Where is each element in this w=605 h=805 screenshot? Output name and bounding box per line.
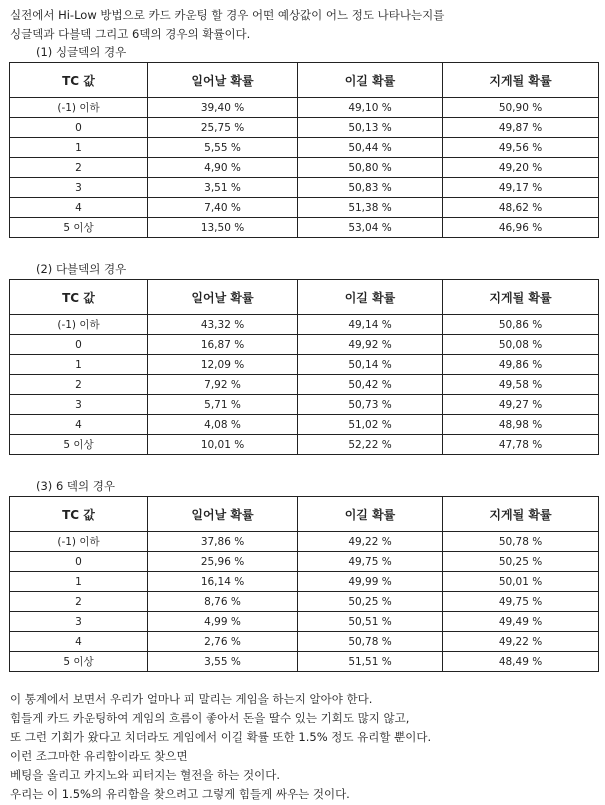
cell-win: 51,38 % [298,198,443,218]
cell-win: 51,51 % [298,652,443,672]
cell-occur: 25,96 % [148,552,298,572]
section-title-single-deck: (1) 싱글덱의 경우 [36,45,127,59]
cell-tc: 1 [10,572,148,592]
probability-table-single-deck [9,62,599,238]
table-row [10,98,599,118]
cell-tc: (-1) 이하 [10,532,148,552]
cell-lose: 49,22 % [443,632,599,652]
table-row [10,632,599,652]
cell-lose: 49,17 % [443,178,599,198]
intro-line: 실전에서 Hi-Low 방법으로 카드 카운팅 할 경우 어떤 예상값이 어느 정도 나타나는지를 [10,8,445,22]
cell-tc: 4 [10,632,148,652]
cell-tc: 3 [10,612,148,632]
probability-table-double-deck [9,279,599,455]
cell-lose: 48,98 % [443,415,599,435]
cell-occur: 7,40 % [148,198,298,218]
cell-lose: 50,01 % [443,572,599,592]
cell-tc: 2 [10,158,148,178]
cell-occur: 4,99 % [148,612,298,632]
table-header-row [10,63,599,98]
cell-occur: 8,76 % [148,592,298,612]
cell-occur: 4,90 % [148,158,298,178]
conclusion-line: 또 그런 기회가 왔다고 치더라도 게임에서 이길 확률 또한 1.5% 정도 유리할 뿐이다. [10,730,432,744]
table-row [10,552,599,572]
table-row [10,532,599,552]
cell-lose: 50,25 % [443,552,599,572]
cell-tc: 5 이상 [10,435,148,455]
cell-lose: 49,49 % [443,612,599,632]
cell-tc: (-1) 이하 [10,315,148,335]
header-tc: TC 값 [10,280,148,315]
cell-tc: 0 [10,118,148,138]
conclusion-text [10,690,431,804]
intro-line: 싱글덱과 다블덱 그리고 6덱의 경우의 확률이다. [10,27,251,41]
header-occur: 일어날 확률 [148,280,298,315]
cell-win: 53,04 % [298,218,443,238]
cell-win: 49,75 % [298,552,443,572]
cell-lose: 47,78 % [443,435,599,455]
table-row [10,415,599,435]
table-row [10,355,599,375]
cell-tc: (-1) 이하 [10,98,148,118]
header-occur: 일어날 확률 [148,63,298,98]
cell-win: 49,99 % [298,572,443,592]
header-tc: TC 값 [10,63,148,98]
cell-win: 50,42 % [298,375,443,395]
table-row [10,395,599,415]
cell-win: 50,25 % [298,592,443,612]
header-tc: TC 값 [10,497,148,532]
cell-lose: 49,87 % [443,118,599,138]
cell-occur: 13,50 % [148,218,298,238]
table-row [10,218,599,238]
header-lose: 지게될 확률 [443,63,599,98]
cell-win: 52,22 % [298,435,443,455]
cell-lose: 50,86 % [443,315,599,335]
cell-occur: 12,09 % [148,355,298,375]
cell-tc: 1 [10,138,148,158]
table-row [10,118,599,138]
cell-occur: 2,76 % [148,632,298,652]
cell-tc: 2 [10,592,148,612]
conclusion-line: 우리는 이 1.5%의 유리함을 찾으려고 그렇게 힘들게 싸우는 것이다. [10,787,350,801]
table-row [10,198,599,218]
cell-lose: 49,86 % [443,355,599,375]
cell-occur: 5,71 % [148,395,298,415]
cell-occur: 25,75 % [148,118,298,138]
cell-lose: 48,62 % [443,198,599,218]
header-lose: 지게될 확률 [443,497,599,532]
cell-win: 50,44 % [298,138,443,158]
conclusion-line: 베팅을 올리고 카지노와 피터지는 혈전을 하는 것이다. [10,768,280,782]
table-row [10,335,599,355]
cell-tc: 4 [10,198,148,218]
cell-occur: 43,32 % [148,315,298,335]
cell-tc: 0 [10,335,148,355]
conclusion-line: 이 통계에서 보면서 우리가 얼마나 피 말리는 게임을 하는지 알아야 한다. [10,692,373,706]
cell-win: 49,10 % [298,98,443,118]
table-row [10,652,599,672]
table-row [10,572,599,592]
cell-lose: 49,27 % [443,395,599,415]
table-row [10,158,599,178]
cell-win: 50,13 % [298,118,443,138]
header-occur: 일어날 확률 [148,497,298,532]
cell-lose: 49,20 % [443,158,599,178]
cell-occur: 3,51 % [148,178,298,198]
table-row [10,612,599,632]
cell-lose: 46,96 % [443,218,599,238]
intro-text [10,6,444,44]
cell-lose: 50,90 % [443,98,599,118]
cell-tc: 3 [10,395,148,415]
cell-tc: 5 이상 [10,218,148,238]
cell-occur: 10,01 % [148,435,298,455]
cell-occur: 16,14 % [148,572,298,592]
section-title-double-deck: (2) 다블덱의 경우 [36,262,127,276]
cell-occur: 3,55 % [148,652,298,672]
table-row [10,138,599,158]
cell-occur: 7,92 % [148,375,298,395]
cell-win: 50,78 % [298,632,443,652]
table-row [10,375,599,395]
header-win: 이길 확률 [298,497,443,532]
probability-table-six-deck [9,496,599,672]
header-lose: 지게될 확률 [443,280,599,315]
cell-win: 50,14 % [298,355,443,375]
table-header-row [10,497,599,532]
header-win: 이길 확률 [298,63,443,98]
table-row [10,435,599,455]
cell-occur: 37,86 % [148,532,298,552]
table-header-row [10,280,599,315]
section-title-six-deck: (3) 6 덱의 경우 [36,479,116,493]
cell-occur: 4,08 % [148,415,298,435]
cell-lose: 49,56 % [443,138,599,158]
conclusion-line: 힘들게 카드 카운팅하여 게임의 흐름이 좋아서 돈을 딸수 있는 기회도 많지 않고, [10,711,410,725]
cell-tc: 4 [10,415,148,435]
cell-win: 50,51 % [298,612,443,632]
cell-lose: 49,75 % [443,592,599,612]
cell-win: 50,83 % [298,178,443,198]
cell-win: 51,02 % [298,415,443,435]
cell-tc: 5 이상 [10,652,148,672]
cell-win: 50,80 % [298,158,443,178]
conclusion-line: 이런 조그마한 유리함이라도 찾으면 [10,749,188,763]
cell-occur: 39,40 % [148,98,298,118]
cell-occur: 5,55 % [148,138,298,158]
cell-lose: 49,58 % [443,375,599,395]
cell-lose: 50,08 % [443,335,599,355]
table-row [10,592,599,612]
cell-tc: 1 [10,355,148,375]
cell-win: 49,22 % [298,532,443,552]
table-row [10,315,599,335]
table-row [10,178,599,198]
cell-lose: 50,78 % [443,532,599,552]
header-win: 이길 확률 [298,280,443,315]
cell-occur: 16,87 % [148,335,298,355]
cell-win: 50,73 % [298,395,443,415]
cell-tc: 2 [10,375,148,395]
cell-tc: 3 [10,178,148,198]
cell-tc: 0 [10,552,148,572]
cell-win: 49,92 % [298,335,443,355]
cell-lose: 48,49 % [443,652,599,672]
cell-win: 49,14 % [298,315,443,335]
